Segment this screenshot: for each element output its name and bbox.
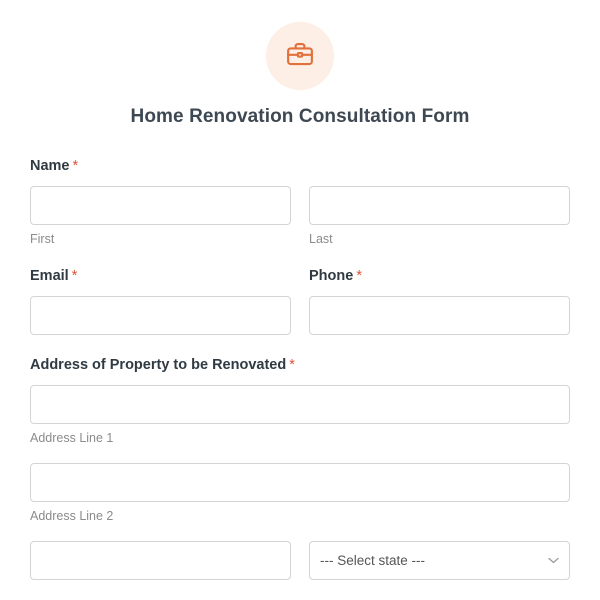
last-name-sublabel: Last bbox=[309, 232, 333, 246]
first-name-sublabel: First bbox=[30, 232, 55, 246]
name-label-text: Name bbox=[30, 158, 70, 174]
phone-col bbox=[309, 296, 570, 335]
name-inputs-row bbox=[30, 186, 570, 246]
logo-circle bbox=[266, 22, 334, 90]
email-label-text: Email bbox=[30, 268, 69, 284]
address-label-text: Address of Property to be Renovated bbox=[30, 357, 287, 373]
phone-label bbox=[309, 268, 570, 284]
name-label bbox=[30, 158, 570, 174]
page-title: Home Renovation Consultation Form bbox=[130, 106, 470, 127]
email-phone-inputs-row bbox=[30, 296, 570, 335]
email-col bbox=[30, 296, 291, 335]
last-name-col bbox=[309, 186, 570, 246]
address-line2-sublabel: Address Line 2 bbox=[30, 509, 114, 523]
field-group-address bbox=[30, 357, 570, 580]
email-label-col bbox=[30, 268, 291, 296]
state-select-value: --- Select state --- bbox=[309, 541, 570, 580]
state-col bbox=[309, 541, 570, 580]
city-input[interactable] bbox=[30, 541, 291, 580]
address-line1-block bbox=[30, 385, 570, 445]
field-group-email-phone bbox=[30, 268, 570, 335]
first-name-input[interactable] bbox=[30, 186, 291, 225]
phone-input[interactable] bbox=[309, 296, 570, 335]
email-input[interactable] bbox=[30, 296, 291, 335]
required-asterisk: * bbox=[356, 268, 362, 284]
address-line1-sublabel: Address Line 1 bbox=[30, 431, 114, 445]
field-group-name bbox=[30, 158, 570, 246]
first-name-col bbox=[30, 186, 291, 246]
phone-label-col bbox=[309, 268, 570, 296]
required-asterisk: * bbox=[71, 268, 78, 284]
state-select[interactable] bbox=[309, 541, 570, 580]
phone-label-text: Phone bbox=[309, 268, 354, 284]
address-line1-input[interactable] bbox=[30, 385, 570, 424]
last-name-input[interactable] bbox=[309, 186, 570, 225]
required-asterisk: * bbox=[289, 357, 295, 373]
city-col bbox=[30, 541, 291, 580]
city-state-row bbox=[30, 541, 570, 580]
address-label bbox=[30, 357, 570, 373]
form-logo bbox=[30, 22, 570, 90]
email-label bbox=[30, 268, 291, 284]
address-line2-block bbox=[30, 463, 570, 523]
email-phone-labels-row bbox=[30, 268, 570, 296]
address-line2-input[interactable] bbox=[30, 463, 570, 502]
briefcase-icon bbox=[285, 39, 315, 74]
required-asterisk: * bbox=[72, 158, 79, 174]
